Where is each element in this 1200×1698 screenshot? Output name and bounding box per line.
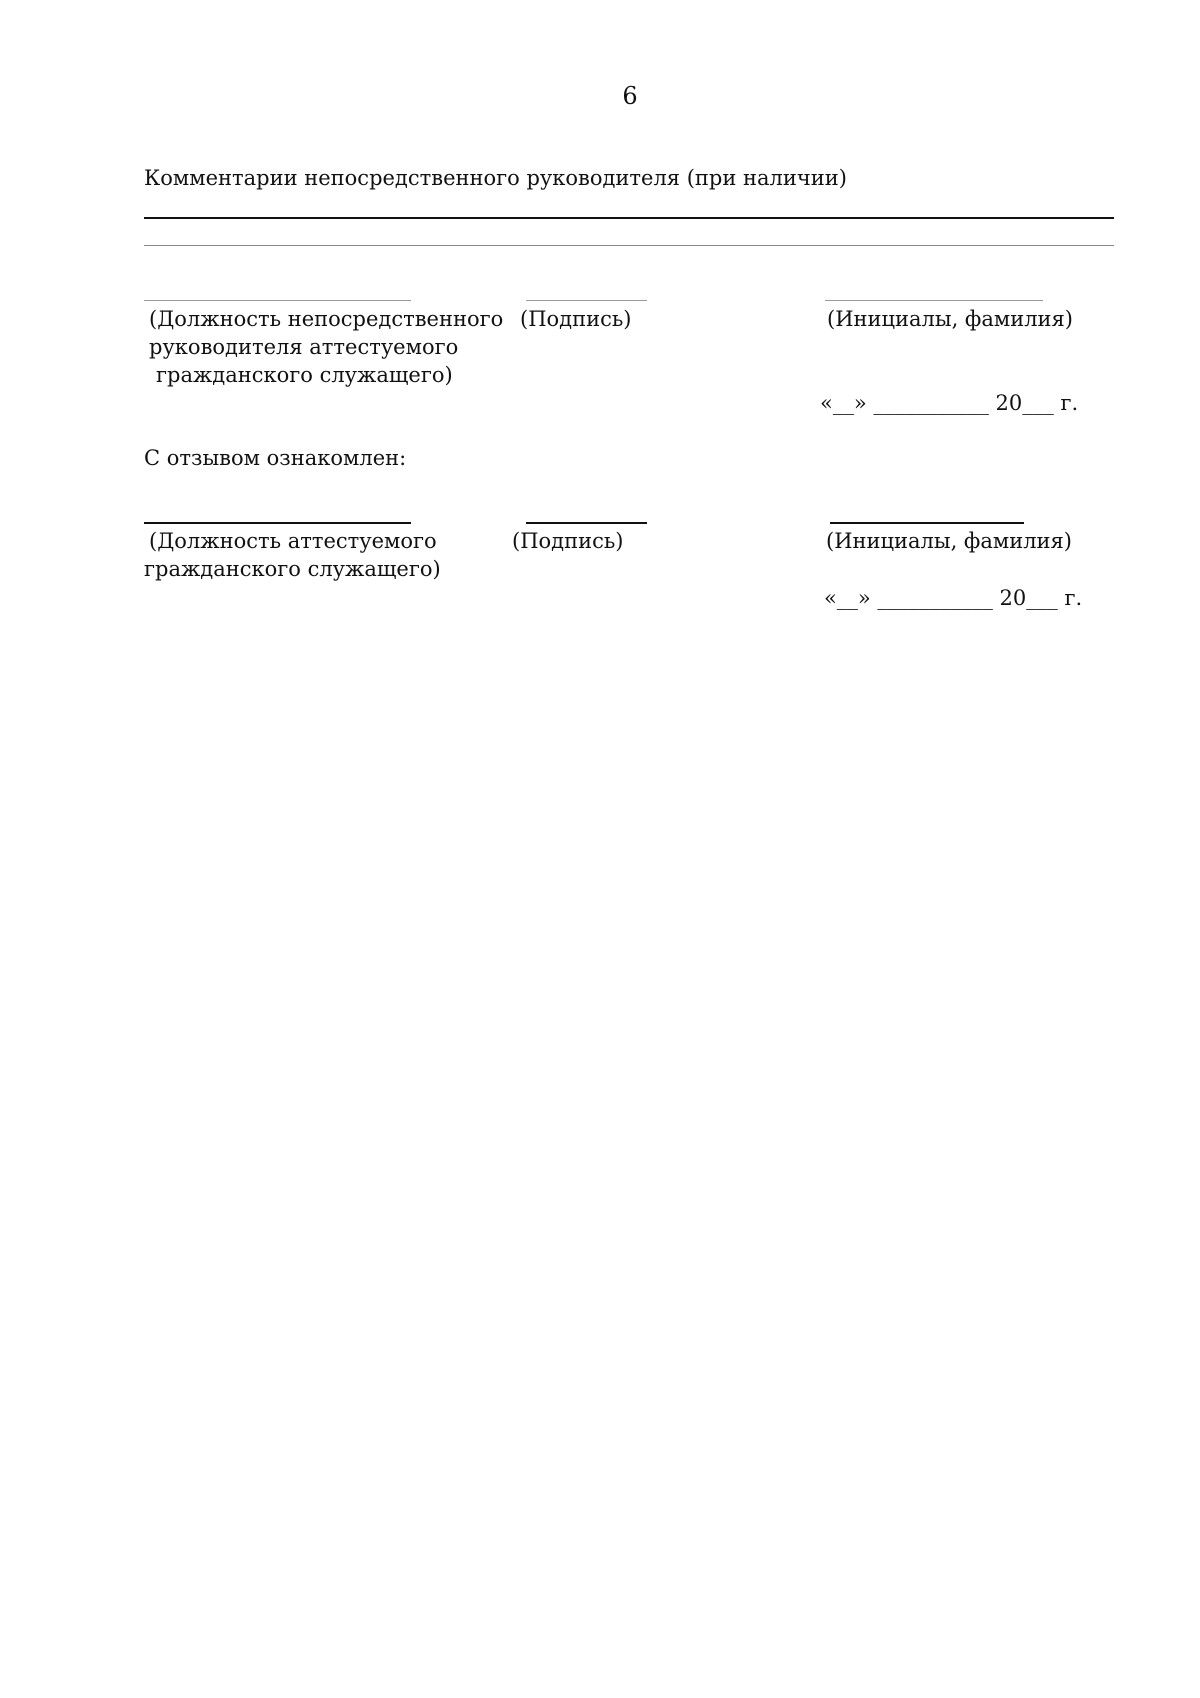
employee-name-line	[830, 522, 1024, 524]
employee-name-caption: (Инициалы, фамилия)	[826, 529, 1072, 553]
supervisor-position-caption-line: гражданского служащего)	[156, 363, 453, 387]
supervisor-name-line	[825, 300, 1043, 301]
page-number: 6	[622, 82, 638, 110]
comments-line-1	[144, 217, 1114, 219]
acknowledgement-label: С отзывом ознакомлен:	[144, 446, 407, 470]
supervisor-position-line	[144, 300, 411, 301]
employee-position-caption-line: гражданского служащего)	[144, 557, 441, 581]
employee-position-line	[144, 522, 411, 524]
employee-date: «__» ___________ 20___ г.	[824, 586, 1083, 610]
supervisor-signature-caption: (Подпись)	[520, 307, 632, 331]
employee-position-caption-line: (Должность аттестуемого	[149, 529, 437, 553]
supervisor-position-caption-line: руководителя аттестуемого	[149, 335, 459, 359]
employee-position-caption	[144, 527, 441, 583]
supervisor-position-caption-line: (Должность непосредственного	[149, 307, 504, 331]
supervisor-signature-line	[526, 300, 647, 301]
comments-line-2	[144, 245, 1114, 246]
comments-label: Комментарии непосредственного руководителя (при наличии)	[144, 166, 847, 190]
supervisor-name-caption: (Инициалы, фамилия)	[827, 307, 1073, 331]
employee-signature-line	[526, 522, 647, 524]
supervisor-date: «__» ___________ 20___ г.	[820, 391, 1079, 415]
supervisor-position-caption	[149, 305, 503, 389]
employee-signature-caption: (Подпись)	[512, 529, 624, 553]
